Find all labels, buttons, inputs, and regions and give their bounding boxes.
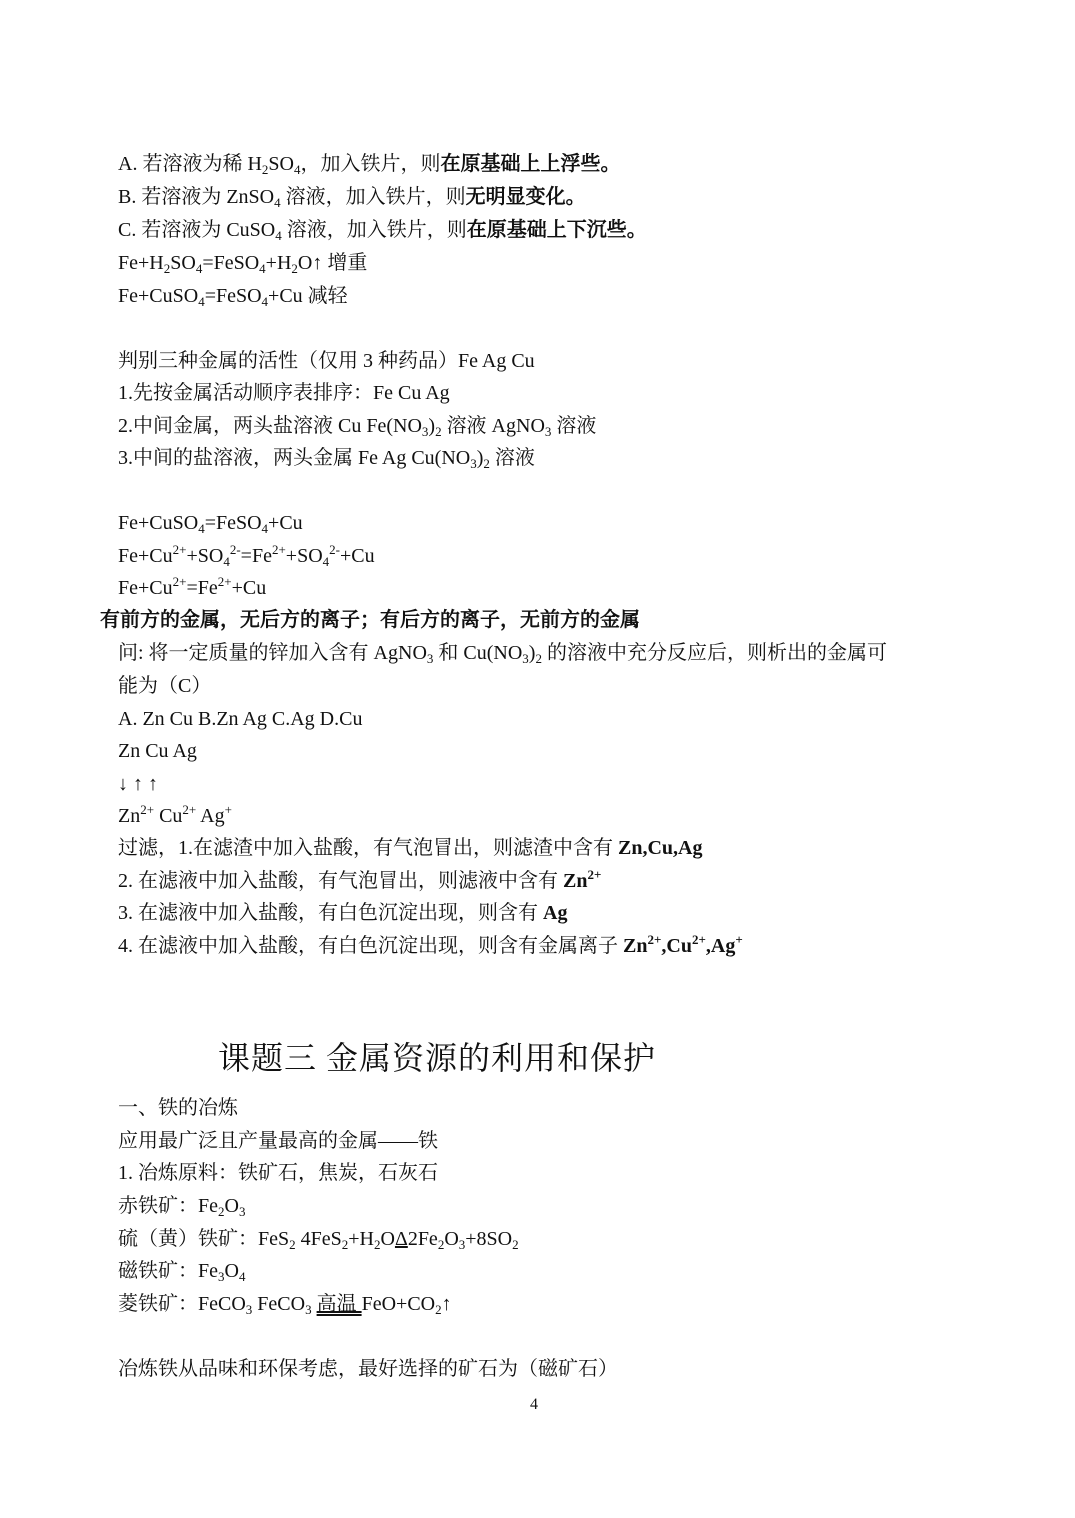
iron-intro: 应用最广泛且产量最高的金属——铁 [118, 1130, 438, 1152]
line-option-a: A. 若溶液为稀 $H_2SO_4$，加入铁片，则在原基础上上浮些。 [118, 153, 621, 177]
equation-iron-sulfuric: $Fe+H_2SO_4=FeSO_4+H_2O↑$ 增重 [118, 252, 368, 276]
filter-step-1: 过滤，1.在滤渣中加入盐酸，有气泡冒出，则滤渣中含有 Zn,Cu,Ag [118, 837, 703, 859]
page-number: 4 [530, 1396, 538, 1413]
ionic-equation-3: $Fe+Cu^{2+}=Fe^{2+}+Cu$ [118, 574, 267, 599]
ore-hematite: 赤铁矿：$Fe_2O_3$ [118, 1195, 246, 1219]
ore-magnetite: 磁铁矿：$Fe_3O_4$ [118, 1260, 246, 1284]
best-ore-conclusion: 冶炼铁从品味和环保考虑，最好选择的矿石为（磁矿石） [118, 1358, 618, 1380]
lesson-title: 课题三 金属资源的利用和保护 [218, 1040, 657, 1076]
ion-row: $Zn^{2+}$ $Cu^{2+}$ Ag+ [118, 802, 232, 827]
heat-delta-symbol: Δ [394, 1228, 408, 1250]
activity-step-3: 3.中间的盐溶液，两头金属 Fe Ag $Cu(NO_3)_2$ 溶液 [118, 447, 535, 471]
ionic-equation-2: $Fe+Cu^{2+}+SO_4^{2-}=Fe^{2+}+SO_4^{2-}+Cu$ [118, 542, 375, 569]
arrow-row: ↓ ↑ ↑ [118, 773, 158, 795]
ore-siderite: 菱铁矿：FeCO$_3$ FeCO$_3$ 高温 $FeO+CO_2↑$ [118, 1293, 452, 1317]
high-temp-condition: 高温 [316, 1293, 362, 1315]
raw-materials: 1. 冶炼原料：铁矿石，焦炭，石灰石 [118, 1162, 438, 1184]
activity-step-1: 1.先按金属活动顺序表排序：Fe Cu Ag [118, 382, 450, 404]
ore-pyrite: 硫（黄）铁矿：FeS$_2$ $4FeS_2+H_2O\Delta 2Fe_2O_3+8SO_2$ [118, 1228, 519, 1252]
ionic-equation-1: Fe+CuSO$_4$=FeSO$_4$+Cu [118, 512, 303, 536]
filter-step-2: 2. 在滤液中加入盐酸，有气泡冒出，则滤液中含有 $Zn^{2+}$ [118, 867, 602, 892]
question-line-2: 能为（C） [118, 675, 212, 697]
rule-statement: 有前方的金属，无后方的离子；有后方的离子，无前方的金属 [100, 609, 640, 631]
filter-step-4: 4. 在滤液中加入盐酸，有白色沉淀出现，则含有金属离子 $Zn^{2+},Cu^{2+},Ag^+$ [118, 932, 743, 957]
filter-step-3: 3. 在滤液中加入盐酸，有白色沉淀出现，则含有 Ag [118, 902, 568, 924]
line-option-c: C. 若溶液为 CuSO$_4$ 溶液，加入铁片，则在原基础上下沉些。 [118, 219, 647, 243]
metal-row: Zn Cu Ag [118, 740, 197, 762]
line-option-b: B. 若溶液为 ZnSO$_4$ 溶液，加入铁片，则无明显变化。 [118, 186, 586, 210]
question-options: A. Zn Cu B.Zn Ag C.Ag D.Cu [118, 708, 363, 730]
activity-heading: 判别三种金属的活性（仅用 3 种药品）Fe Ag Cu [118, 350, 535, 372]
subsection-heading: 一、铁的冶炼 [118, 1097, 238, 1119]
activity-step-2: 2.中间金属，两头盐溶液 Cu $Fe(NO_3)_2$ 溶液 AgNO$_3$ 溶液 [118, 415, 597, 439]
equation-iron-copper-sulfate: Fe+CuSO$_4$=FeSO$_4$+Cu 减轻 [118, 285, 348, 309]
question-line-1: 问: 将一定质量的锌加入含有 AgNO$_3$ 和 $Cu(NO_3)_2$ 的溶液中充分反应后，则析出的金属可 [118, 642, 887, 666]
